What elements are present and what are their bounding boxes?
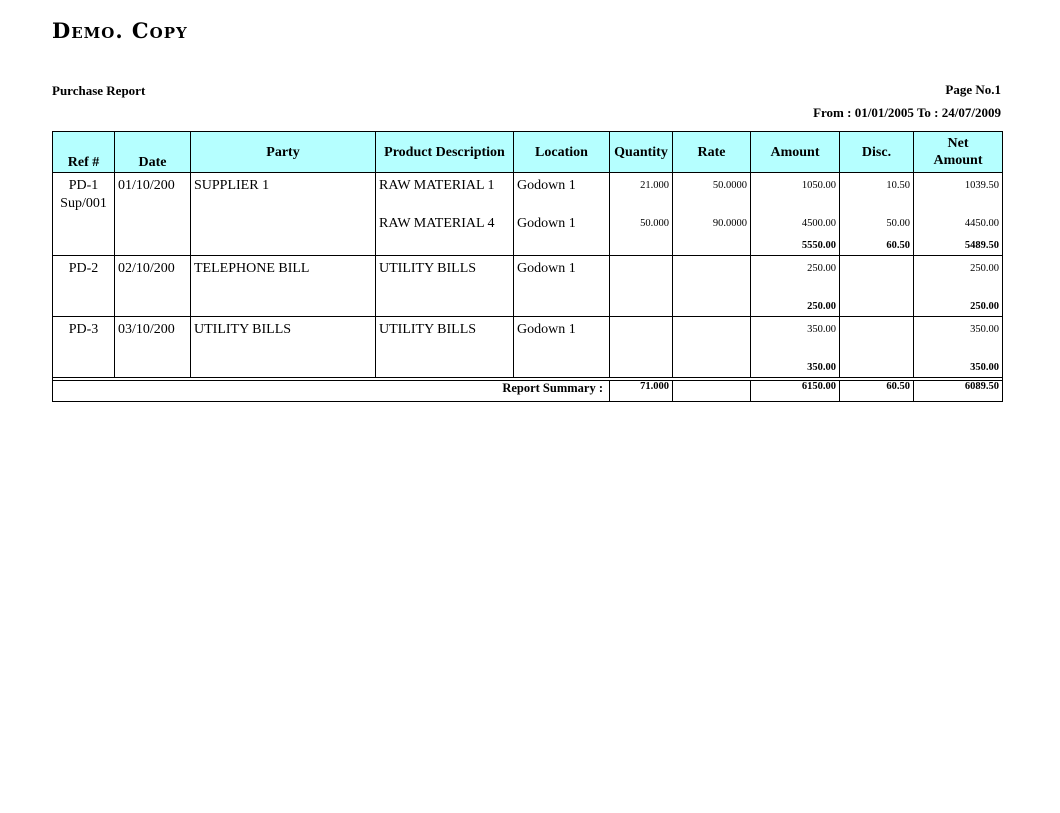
location-cell: Godown 1 <box>514 213 610 235</box>
table-row-group <box>53 173 1003 256</box>
table-row-total <box>53 341 1003 378</box>
page-number: Page No.1 <box>945 82 1001 97</box>
amount-cell: 4500.00 <box>751 213 840 235</box>
summary-section <box>53 378 1003 402</box>
net-total: 5489.50 <box>914 235 1003 256</box>
location-cell: Godown 1 <box>514 317 610 342</box>
ref-cell: PD-3 <box>53 317 115 342</box>
rate-cell <box>673 317 751 342</box>
table-row <box>53 256 1003 281</box>
table-row-total <box>53 235 1003 256</box>
table-row <box>53 213 1003 235</box>
summary-net: 6089.50 <box>914 381 1003 402</box>
report-title: Purchase Report <box>52 83 146 98</box>
col-party: Party <box>191 132 376 173</box>
col-net-amount <box>914 132 1003 173</box>
quantity-cell: 21.000 <box>610 173 673 214</box>
party-cell: SUPPLIER 1 <box>191 173 376 214</box>
rate-cell: 50.0000 <box>673 173 751 214</box>
table-row <box>53 317 1003 342</box>
table-header <box>53 132 1003 173</box>
net-cell: 250.00 <box>914 256 1003 281</box>
table-row-total <box>53 280 1003 317</box>
rate-cell <box>673 256 751 281</box>
disc-total: 60.50 <box>840 235 914 256</box>
summary-label: Report Summary : <box>53 381 610 402</box>
amount-cell: 250.00 <box>751 256 840 281</box>
ref-value: PD-1 <box>68 178 99 193</box>
amount-cell: 350.00 <box>751 317 840 342</box>
table-row-group <box>53 256 1003 317</box>
quantity-cell: 50.000 <box>610 213 673 235</box>
product-cell: RAW MATERIAL 1 <box>376 173 514 214</box>
location-cell: Godown 1 <box>514 173 610 214</box>
col-net-line1: Net <box>947 136 969 151</box>
col-location: Location <box>514 132 610 173</box>
col-quantity: Quantity <box>610 132 673 173</box>
table-row-group <box>53 317 1003 378</box>
to-date: 24/07/2009 <box>941 105 1001 120</box>
disc-cell <box>840 317 914 342</box>
col-disc: Disc. <box>840 132 914 173</box>
disc-total <box>840 280 914 317</box>
product-cell: RAW MATERIAL 4 <box>376 213 514 235</box>
amount-total: 350.00 <box>751 341 840 378</box>
col-rate: Rate <box>673 132 751 173</box>
quantity-cell <box>610 256 673 281</box>
ref-sub-value: Sup/001 <box>60 196 107 211</box>
summary-quantity: 71.000 <box>610 381 673 402</box>
amount-total: 250.00 <box>751 280 840 317</box>
col-amount: Amount <box>751 132 840 173</box>
amount-cell: 1050.00 <box>751 173 840 214</box>
net-cell: 350.00 <box>914 317 1003 342</box>
purchase-report-table <box>52 131 1003 402</box>
net-cell: 1039.50 <box>914 173 1003 214</box>
date-range <box>813 105 1001 121</box>
rate-cell: 90.0000 <box>673 213 751 235</box>
col-date: Date <box>115 132 191 173</box>
location-cell: Godown 1 <box>514 256 610 281</box>
disc-cell: 10.50 <box>840 173 914 214</box>
col-product: Product Description <box>376 132 514 173</box>
net-cell: 4450.00 <box>914 213 1003 235</box>
ref-cell: PD-2 <box>53 256 115 281</box>
net-total: 250.00 <box>914 280 1003 317</box>
ref-cell <box>53 173 115 214</box>
report-summary-row <box>53 381 1003 402</box>
col-ref: Ref # <box>53 132 115 173</box>
net-total: 350.00 <box>914 341 1003 378</box>
quantity-cell <box>610 317 673 342</box>
disc-total <box>840 341 914 378</box>
summary-rate-empty <box>673 381 751 402</box>
from-date: 01/01/2005 <box>854 105 914 120</box>
date-cell: 03/10/200 <box>115 317 191 342</box>
date-cell: 01/10/200 <box>115 173 191 214</box>
party-cell: UTILITY BILLS <box>191 317 376 342</box>
to-label: To : <box>916 105 939 120</box>
col-net-line2: Amount <box>933 153 983 168</box>
summary-disc: 60.50 <box>840 381 914 402</box>
from-label: From : <box>813 105 852 120</box>
date-cell: 02/10/200 <box>115 256 191 281</box>
product-cell: UTILITY BILLS <box>376 317 514 342</box>
disc-cell: 50.00 <box>840 213 914 235</box>
product-cell: UTILITY BILLS <box>376 256 514 281</box>
amount-total: 5550.00 <box>751 235 840 256</box>
table-row <box>53 173 1003 214</box>
watermark-title: Demo. Copy <box>52 18 188 43</box>
summary-amount: 6150.00 <box>751 381 840 402</box>
party-cell: TELEPHONE BILL <box>191 256 376 281</box>
disc-cell <box>840 256 914 281</box>
